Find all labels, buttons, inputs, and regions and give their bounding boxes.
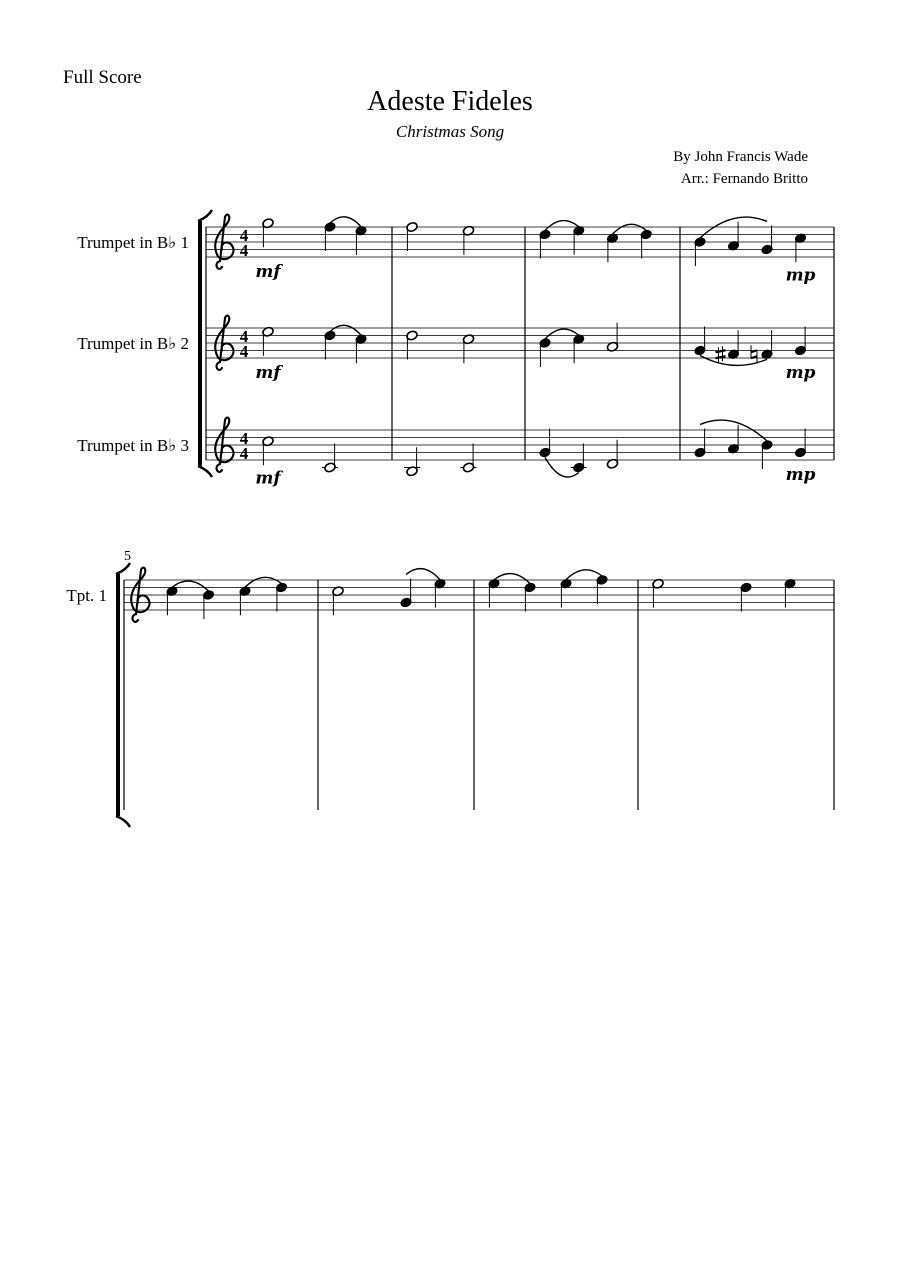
- piece-subtitle: Christmas Song: [395, 122, 505, 141]
- instrument-label: Trumpet in B♭ 3: [77, 436, 189, 455]
- bracket-bottom-hook: [198, 466, 212, 477]
- dynamic-marking: mp: [785, 465, 816, 485]
- slur: [613, 224, 647, 234]
- bracket-top-hook: [116, 563, 130, 574]
- measure-number: 5: [124, 549, 131, 564]
- sharp-accidental: [716, 346, 726, 362]
- piece-title: Adeste Fideles: [367, 86, 533, 117]
- time-signature-denominator: 4: [239, 342, 249, 361]
- instrument-label: Trumpet in B♭ 1: [77, 233, 189, 252]
- slur: [545, 329, 579, 339]
- bracket-top-hook: [198, 210, 212, 221]
- slur: [406, 569, 440, 580]
- instrument-label: Tpt. 1: [66, 586, 107, 605]
- system-bracket: [116, 574, 120, 816]
- dynamic-marking: mf: [255, 262, 281, 282]
- arranger-credit: Arr.: Fernando Britto: [680, 171, 808, 187]
- composer-credit: By John Francis Wade: [673, 149, 808, 165]
- dynamic-marking: mf: [255, 363, 281, 383]
- bracket-bottom-hook: [116, 816, 130, 827]
- slur: [245, 577, 282, 587]
- time-signature-denominator: 4: [239, 444, 249, 463]
- slur: [172, 581, 209, 591]
- natural-accidental: [751, 345, 757, 363]
- slur: [566, 570, 602, 580]
- time-signature-denominator: 4: [239, 241, 249, 260]
- dynamic-marking: mp: [785, 363, 816, 383]
- score-type-label: Full Score: [63, 67, 142, 88]
- instrument-label: Trumpet in B♭ 2: [77, 334, 189, 353]
- time-signature-numerator: 4: [239, 327, 249, 346]
- dynamic-marking: mf: [255, 468, 281, 489]
- dynamic-marking: mp: [785, 265, 816, 286]
- time-signature-numerator: 4: [239, 429, 249, 448]
- slur: [545, 221, 579, 231]
- time-signature-numerator: 4: [239, 226, 249, 245]
- system-bracket: [198, 221, 202, 466]
